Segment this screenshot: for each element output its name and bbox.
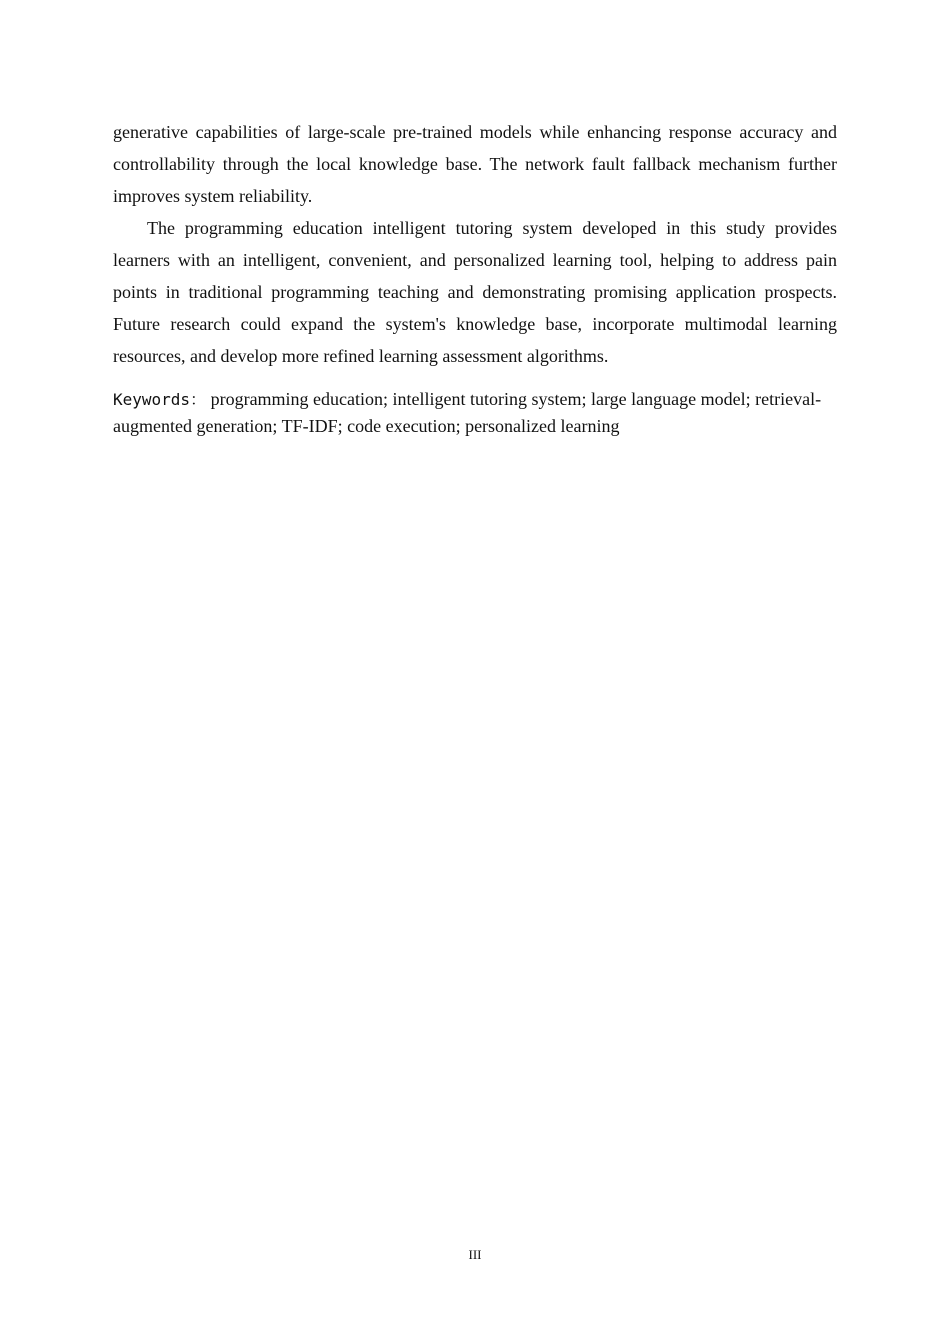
keywords-text: programming education; intelligent tutoring system; large language model; retrieval-augmented generation; TF-IDF; code execution; personalized learning [113, 389, 822, 436]
paragraph-conclusion: The programming education intelligent tutoring system developed in this study provides learners with an intelligent, convenient, and personalized learning tool, helping to address pain points in traditional programming teaching and demonstrating promising application prospects. Future research could expand the system's knowledge base, incorporate multimodal learning resources, and develop more refined learning assessment algorithms. [113, 218, 837, 366]
paragraph-continuation: generative capabilities of large-scale pre-trained models while enhancing response accuracy and controllability through the local knowledge base. The network fault fallback mechanism further improves system reliability. [113, 122, 837, 206]
keywords-section [113, 386, 837, 439]
keywords-label: Keywords： [113, 390, 207, 409]
abstract-body [113, 116, 837, 372]
page-number: III [468, 1247, 482, 1262]
